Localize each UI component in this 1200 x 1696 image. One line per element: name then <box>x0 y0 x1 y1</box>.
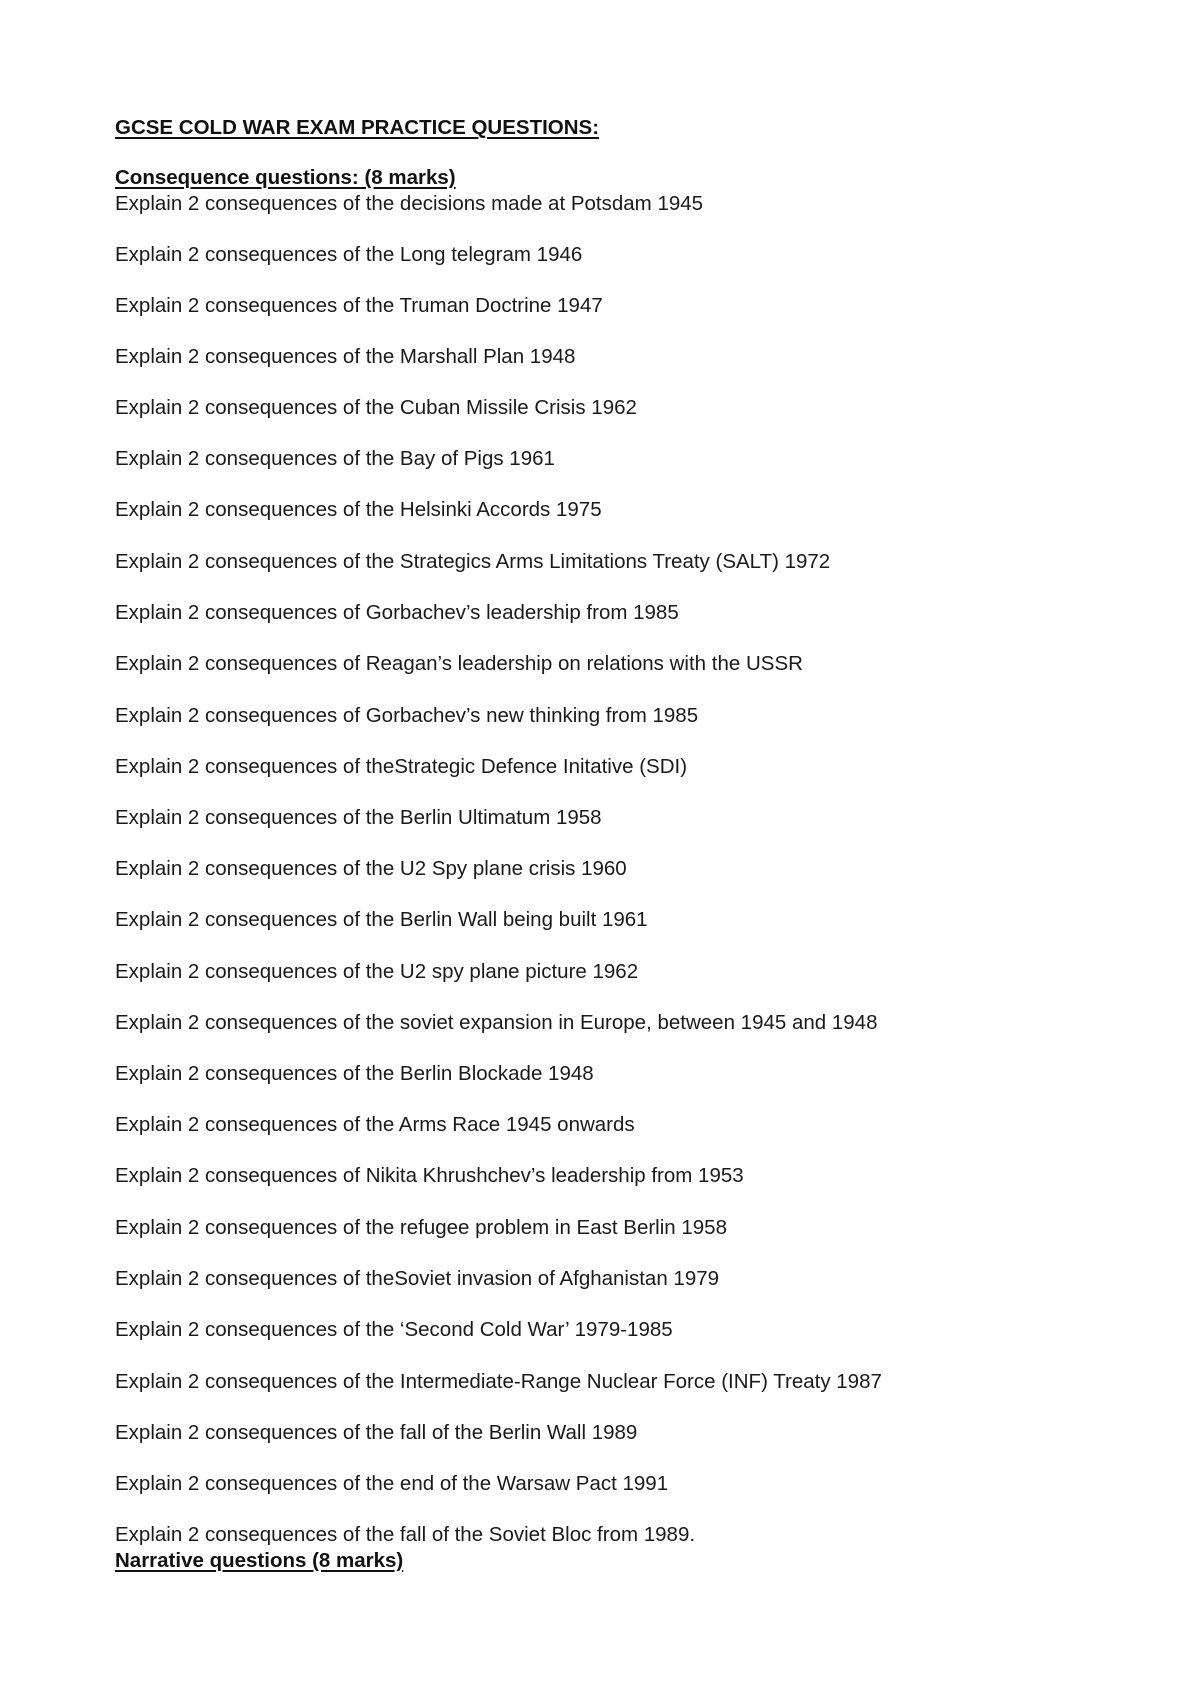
question-item: Explain 2 consequences of the U2 Spy plane crisis 1960 <box>115 857 627 880</box>
question-item: Explain 2 consequences of the Helsinki Accords 1975 <box>115 498 602 521</box>
question-item: Explain 2 consequences of the Cuban Missile Crisis 1962 <box>115 396 637 419</box>
question-item: Explain 2 consequences of Nikita Khrushchev’s leadership from 1953 <box>115 1164 744 1187</box>
question-item: Explain 2 consequences of the Berlin Blockade 1948 <box>115 1062 594 1085</box>
question-item: Explain 2 consequences of the U2 spy plane picture 1962 <box>115 960 639 983</box>
question-item: Explain 2 consequences of the refugee problem in East Berlin 1958 <box>115 1216 727 1239</box>
question-item: Explain 2 consequences of the Intermediate-Range Nuclear Force (INF) Treaty 1987 <box>115 1370 882 1393</box>
question-item: Explain 2 consequences of theSoviet invasion of Afghanistan 1979 <box>115 1267 720 1290</box>
question-item: Explain 2 consequences of theStrategic Defence Initative (SDI) <box>115 755 688 778</box>
document-title: GCSE COLD WAR EXAM PRACTICE QUESTIONS: <box>115 116 600 139</box>
section-heading-narrative: Narrative questions (8 marks) <box>115 1549 404 1572</box>
question-item: Explain 2 consequences of the ‘Second Cold War’ 1979-1985 <box>115 1318 673 1341</box>
question-item: Explain 2 consequences of Reagan’s leadership on relations with the USSR <box>115 652 803 675</box>
question-item: Explain 2 consequences of the fall of the Soviet Bloc from 1989. <box>115 1523 696 1546</box>
section-heading-consequence: Consequence questions: (8 marks) <box>115 166 456 189</box>
question-item: Explain 2 consequences of the Long telegram 1946 <box>115 243 583 266</box>
question-item: Explain 2 consequences of the Truman Doctrine 1947 <box>115 294 603 317</box>
question-item: Explain 2 consequences of the Arms Race 1945 onwards <box>115 1113 635 1136</box>
question-item: Explain 2 consequences of the fall of the Berlin Wall 1989 <box>115 1421 638 1444</box>
question-item: Explain 2 consequences of the Marshall Plan 1948 <box>115 345 576 368</box>
question-item: Explain 2 consequences of the Berlin Wall being built 1961 <box>115 908 648 931</box>
question-item: Explain 2 consequences of the Strategics Arms Limitations Treaty (SALT) 1972 <box>115 550 831 573</box>
question-item: Explain 2 consequences of the Bay of Pigs 1961 <box>115 447 555 470</box>
question-item: Explain 2 consequences of Gorbachev’s leadership from 1985 <box>115 601 679 624</box>
question-item: Explain 2 consequences of the decisions made at Potsdam 1945 <box>115 192 704 215</box>
question-item: Explain 2 consequences of Gorbachev’s new thinking from 1985 <box>115 704 699 727</box>
question-item: Explain 2 consequences of the end of the Warsaw Pact 1991 <box>115 1472 669 1495</box>
question-item: Explain 2 consequences of the soviet expansion in Europe, between 1945 and 1948 <box>115 1011 878 1034</box>
question-item: Explain 2 consequences of the Berlin Ultimatum 1958 <box>115 806 602 829</box>
